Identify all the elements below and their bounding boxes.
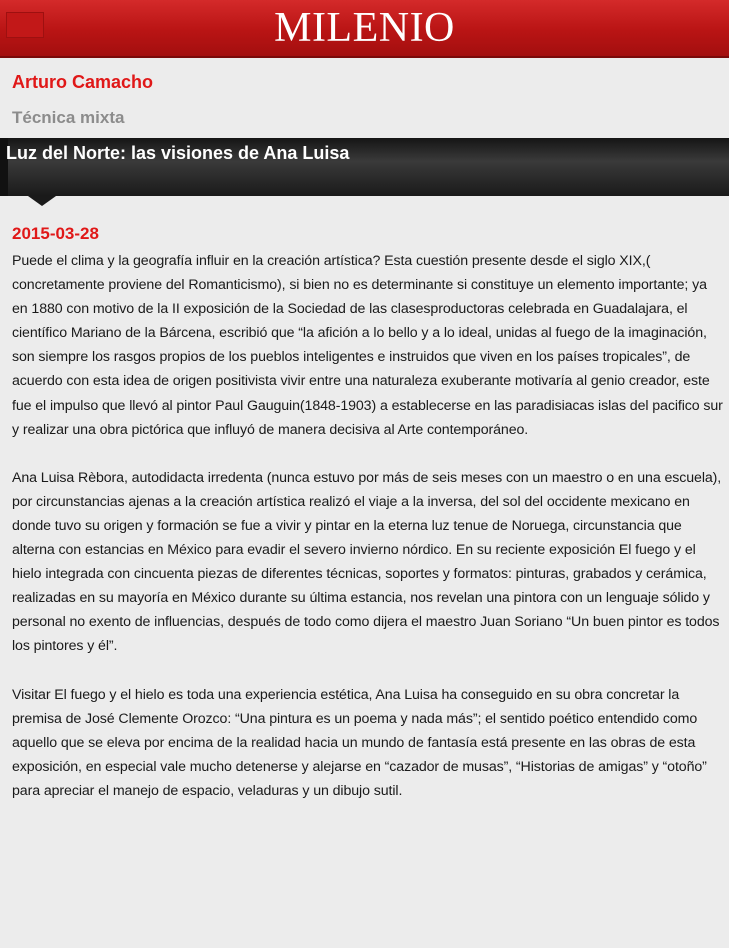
article-body	[12, 249, 724, 803]
title-bar-notch-icon	[28, 196, 56, 206]
article-paragraph: Ana Luisa Rèbora, autodidacta irredenta (nunca estuvo por más de seis meses con un maestro o en una escuela), por circunstancias ajenas a la creación artística realizó el viaje a la inversa, del sol del occidente mexicano en donde tuvo su origen y formación se fue a vivir y pintar en la eterna luz tenue de Noruega, circunstancia que alterna con estancias en México para evadir el severo invierno nórdico. En su reciente exposición El fuego y el hielo integrada con cincuenta piezas de diferentes técnicas, soportes y formatos: pinturas, grabados y cerámica, realizadas en su mayoría en México durante su última estancia, nos revelan una pintora con un lenguaje sólido y personal no exento de influencias, después de todo como dijera el maestro Juan Soriano “Un buen pintor es todos los pintores y él”.	[12, 469, 722, 655]
column-name[interactable]: Técnica mixta	[12, 108, 125, 127]
site-header	[0, 0, 729, 58]
author-name[interactable]: Arturo Camacho	[12, 72, 154, 92]
article-date: 2015-03-28	[12, 224, 99, 243]
article-paragraph: Visitar El fuego y el hielo es toda una experiencia estética, Ana Luisa ha conseguido en su obra concretar la premisa de José Clemente Orozco: “Una pintura es un poema y nada más”; el sentido poético entendido como aquello que se eleva por encima de la realidad hacia un mundo de fantasía está presente en las obras de esta exposición, en especial vale mucho detenerse y alejarse en “cazador de musas”, “Historias de amigas” y “otoño” para apreciar el manejo de espacio, veladuras y un dibujo sutil.	[12, 686, 707, 799]
article-title: Luz del Norte: las visiones de Ana Luisa	[6, 143, 350, 163]
article-paragraph: Puede el clima y la geografía influir en la creación artística? Esta cuestión presente desde el siglo XIX,( concretamente proviene del Romanticismo), si bien no es determinante si constituye un elemento importante; ya en 1880 con motivo de la II exposición de la Sociedad de las clasesproductoras celebrada en Guadalajara, el científico Mariano de la Bárcena, escribió que “la afición a lo bello y a lo ideal, unidas al fuego de la imaginación, son siempre los rasgos propios de los pueblos inteligentes e instruidos que viven en los países tropicales”, de acuerdo con esta idea de origen positivista vivir entre una naturaleza exuberante motivaría al genio creador, este fue el impulso que llevó al pintor Paul Gauguin(1848-1903) a establecerse en las paradisiacas islas del pacifico sur y realizar una obra pictórica que influyó de manera decisiva al Arte contemporáneo.	[12, 253, 723, 438]
site-logo[interactable]: MILENIO	[274, 5, 455, 51]
